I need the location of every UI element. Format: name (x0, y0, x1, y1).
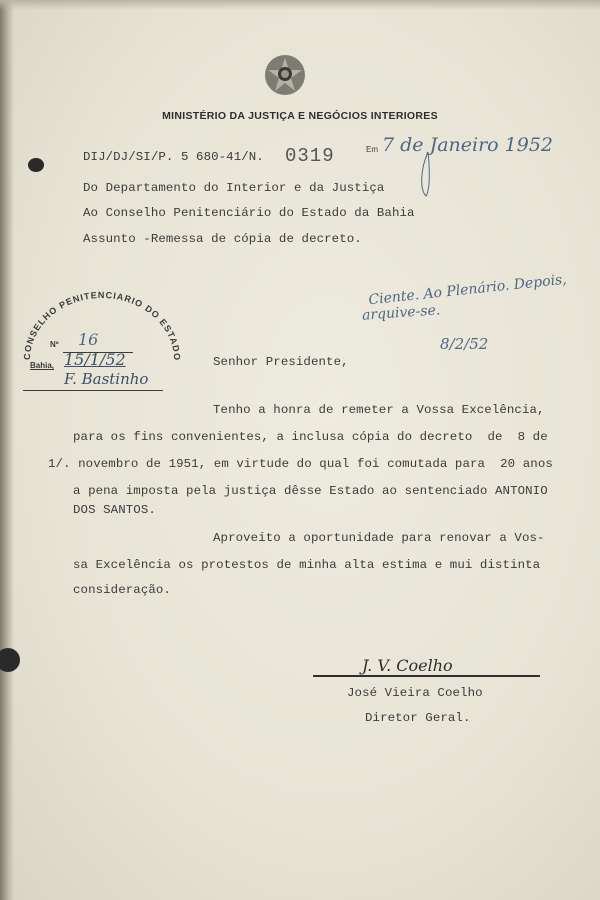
handwritten-date: 7 de Janeiro 1952 (382, 134, 553, 156)
reference-code: DIJ/DJ/SI/P. 5 680-41/N. (83, 150, 264, 164)
paragraph2-line: sa Excelência os protestos de minha alta estima e mui distinta (73, 558, 541, 572)
stamp-place-label: Bahia, (30, 361, 55, 370)
paragraph1-line: a pena imposta pela justiça dêsse Estado ao sentenciado ANTONIO (73, 484, 548, 498)
signatory-title: Diretor Geral. (365, 711, 471, 725)
salutation: Senhor Presidente, (213, 355, 349, 369)
paper-edge-top (0, 0, 600, 10)
coat-of-arms-emblem (262, 52, 308, 98)
paragraph2-line: consideração. (73, 583, 171, 597)
svg-text:CONSELHO PENITENCIARIO DO ESTA: CONSELHO PENITENCIARIO DO ESTADO (21, 290, 183, 362)
reference-number: 0319 (285, 145, 335, 167)
ministry-header: MINISTÉRIO DA JUSTIÇA E NEGÓCIOS INTERIORES (162, 110, 438, 122)
signature-scribble: J. V. Coelho (362, 656, 453, 675)
routing-from: Do Departamento do Interior e da Justiça (83, 181, 385, 195)
receipt-stamp (8, 290, 188, 400)
signature-line (313, 675, 540, 677)
signatory-name: José Vieira Coelho (347, 686, 483, 700)
stamp-signature: F. Bastinho (64, 370, 149, 388)
paper-edge (0, 0, 14, 900)
stamp-place-date: 15/1/52 (64, 350, 126, 369)
date-flourish (418, 150, 438, 200)
stamp-number-value: 16 (78, 330, 99, 349)
paragraph1-line: para os fins convenientes, a inclusa cópia do decreto de 8 de (73, 430, 548, 444)
routing-subject: Assunto -Remessa de cópia de decreto. (83, 232, 362, 246)
punch-hole (0, 648, 20, 672)
punch-hole (28, 158, 44, 172)
paragraph1-line: 1/. novembro de 1951, em virtude do qual foi comutada para 20 anos (48, 457, 553, 471)
annotation-date: 8/2/52 (440, 335, 489, 353)
annotation-line1: Ciente. Ao Plenário. Depois, (367, 271, 568, 309)
date-prefix: Em (366, 145, 378, 154)
annotation-line2: arquive-se. (361, 302, 441, 324)
paragraph1-line: DOS SANTOS. (73, 503, 156, 517)
paragraph2-line: Aproveito a oportunidade para renovar a Vos- (213, 531, 545, 545)
stamp-number-label: Nº (50, 340, 59, 349)
paragraph1-line: Tenho a honra de remeter a Vossa Excelência, (213, 403, 545, 417)
routing-to: Ao Conselho Penitenciário do Estado da Bahia (83, 206, 415, 220)
